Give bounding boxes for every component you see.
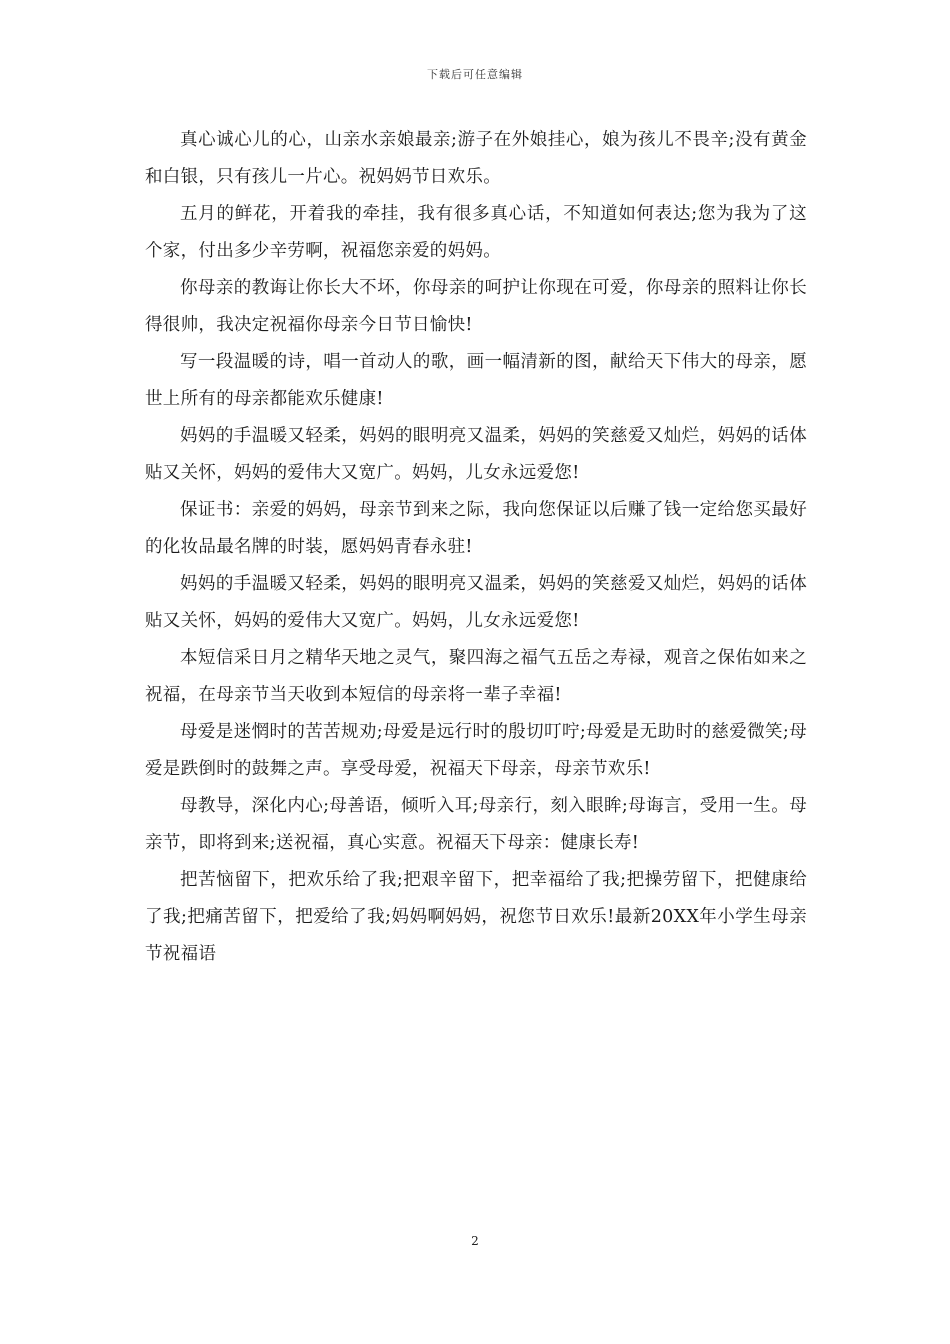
page-header: 下载后可任意编辑 xyxy=(427,68,523,81)
paragraph: 写一段温暖的诗，唱一首动人的歌，画一幅清新的图，献给天下伟大的母亲，愿世上所有的母亲都能欢乐健康! xyxy=(145,352,807,409)
paragraph: 五月的鲜花，开着我的牵挂，我有很多真心话，不知道如何表达;您为我为了这个家，付出多少辛劳啊，祝福您亲爱的妈妈。 xyxy=(145,204,807,261)
paragraph: 母教导，深化内心;母善语，倾听入耳;母亲行，刻入眼眸;母诲言，受用一生。母亲节，即将到来;送祝福，真心实意。祝福天下母亲：健康长寿! xyxy=(145,796,807,853)
paragraph: 母爱是迷惘时的苦苦规劝;母爱是远行时的殷切叮咛;母爱是无助时的慈爱微笑;母爱是跌倒时的鼓舞之声。享受母爱，祝福天下母亲，母亲节欢乐! xyxy=(145,722,807,779)
paragraph: 妈妈的手温暖又轻柔，妈妈的眼明亮又温柔，妈妈的笑慈爱又灿烂，妈妈的话体贴又关怀，妈妈的爱伟大又宽广。妈妈，儿女永远爱您! xyxy=(145,426,807,483)
document-body xyxy=(145,122,807,973)
page-number: 2 xyxy=(471,1234,479,1248)
paragraph: 本短信采日月之精华天地之灵气，聚四海之福气五岳之寿禄，观音之保佑如来之祝福，在母亲节当天收到本短信的母亲将一辈子幸福! xyxy=(145,648,807,705)
paragraph: 保证书：亲爱的妈妈，母亲节到来之际，我向您保证以后赚了钱一定给您买最好的化妆品最名牌的时装，愿妈妈青春永驻! xyxy=(145,500,807,557)
paragraph: 真心诚心儿的心，山亲水亲娘最亲;游子在外娘挂心，娘为孩儿不畏辛;没有黄金和白银，只有孩儿一片心。祝妈妈节日欢乐。 xyxy=(145,130,807,187)
paragraph: 妈妈的手温暖又轻柔，妈妈的眼明亮又温柔，妈妈的笑慈爱又灿烂，妈妈的话体贴又关怀，妈妈的爱伟大又宽广。妈妈，儿女永远爱您! xyxy=(145,574,807,631)
paragraph: 把苦恼留下，把欢乐给了我;把艰辛留下，把幸福给了我;把操劳留下，把健康给了我;把痛苦留下，把爱给了我;妈妈啊妈妈，祝您节日欢乐!最新20XX年小学生母亲节祝福语 xyxy=(145,870,807,964)
paragraph: 你母亲的教诲让你长大不坏，你母亲的呵护让你现在可爱，你母亲的照料让你长得很帅，我决定祝福你母亲今日节日愉快! xyxy=(145,278,807,335)
